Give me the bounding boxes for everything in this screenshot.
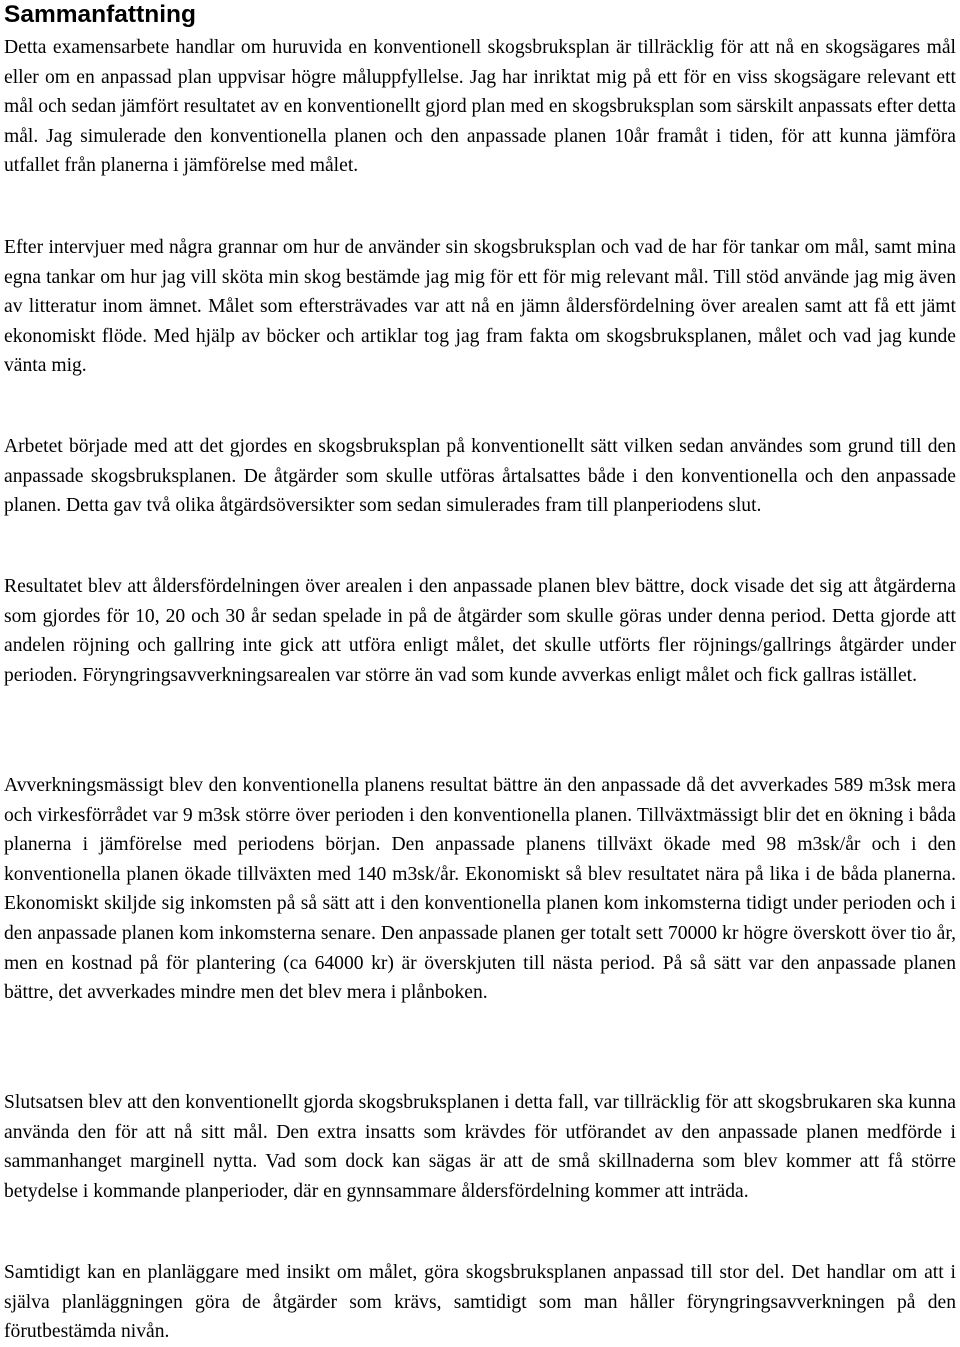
paragraph-method-work: Arbetet började med att det gjordes en skogsbruksplan på konventionellt sätt vilken sedan användes som grund till den anpassade skogsbruksplanen. De åtgärder som skulle utföras årtalsattes både i den konventionella och den anpassade planen. Detta gav två olika åtgärdsöversikter som sedan simulerades fram till planperiodens slut. [4, 436, 956, 517]
paragraph-results-harvest: Avverkningsmässigt blev den konventionella planens resultat bättre än den anpassade då det avverkades 589 m3sk mera och virkesförrådet var 9 m3sk större över perioden i den konventionella planen. Tillväxtmässigt blir det en ökning i båda planerna i jämförelse med periodens början. Den anpassade planens tillväxt ökade med 98 m3sk/år och i den konventionella planen ökade tillväxten med 140 m3sk/år. Ekonomiskt så blev resultatet nära på lika i de båda planerna. Ekonomiskt skiljde sig inkomsten på så sätt att i den konventionella planen kom inkomsterna tidigt under perioden och i den anpassade planen kom inkomsterna senare. Den anpassade planen ger totalt sett 70000 kr högre överskott över tio år, men en kostnad på för plantering (ca 64000 kr) är överskjuten till nästa period. På så sätt var den anpassade planen bättre, det avverkades mindre men det blev mera i plånboken. [4, 775, 956, 1004]
paragraph-closing: Samtidigt kan en planläggare med insikt om målet, göra skogsbruksplanen anpassad till stor del. Det handlar om att i själva planläggningen göra de åtgärder som krävs, samtidigt som man håller föryngringsavverkningen på den förutbestämda nivån. [4, 1262, 956, 1343]
paragraph-intro: Detta examensarbete handlar om huruvida en konventionell skogsbruksplan är tillräcklig för att nå en skogsägares mål eller om en anpassad plan uppvisar högre måluppfyllelse. Jag har inriktat mig på ett för en viss skogsägare relevant ett mål och sedan jämfört resultatet av en konventionellt gjord plan med en skogsbruksplan som särskilt anpassats efter detta mål. Jag simulerade den konventionella planen och den anpassade planen 10år framåt i tiden, för att kunna jämföra utfallet från planerna i jämförelse med målet. [4, 37, 956, 177]
paragraph-method-interviews: Efter intervjuer med några grannar om hur de använder sin skogsbruksplan och vad de har för tankar om mål, samt mina egna tankar om hur jag vill sköta min skog bestämde jag mig för ett för mig relevant mål. Till stöd använde jag mig även av litteratur inom ämnet. Målet som eftersträvades var att nå en jämn åldersfördelning över arealen samt att få ett jämt ekonomiskt flöde. Med hjälp av böcker och artiklar tog jag fram fakta om skogsbruksplanen, målet och vad jag kunde vänta mig. [4, 237, 956, 377]
paragraph-conclusion: Slutsatsen blev att den konventionellt gjorda skogsbruksplanen i detta fall, var tillräcklig för att skogsbrukaren ska kunna använda den för att nå sitt mål. Den extra insatts som krävdes för utförandet av den anpassade planen medförde i sammanhanget marginell nytta. Vad som dock kan sägas är att de små skillnaderna som blev kommer att få större betydelse i kommande planperioder, där en gynnsammare åldersfördelning kommer att inträda. [4, 1092, 956, 1202]
section-heading: Sammanfattning [4, 1, 196, 28]
paragraph-results-age: Resultatet blev att åldersfördelningen över arealen i den anpassade planen blev bättre, dock visade det sig att åtgärderna som gjordes för 10, 20 och 30 år sedan spelade in på de åtgärder som skulle göras under denna period. Detta gjorde att andelen röjning och gallring inte gick att utföra enligt målet, det skulle utförts fler röjnings/gallrings åtgärder under perioden. Föryngringsavverkningsarealen var större än vad som kunde avverkas enligt målet och fick gallras istället. [4, 576, 956, 686]
